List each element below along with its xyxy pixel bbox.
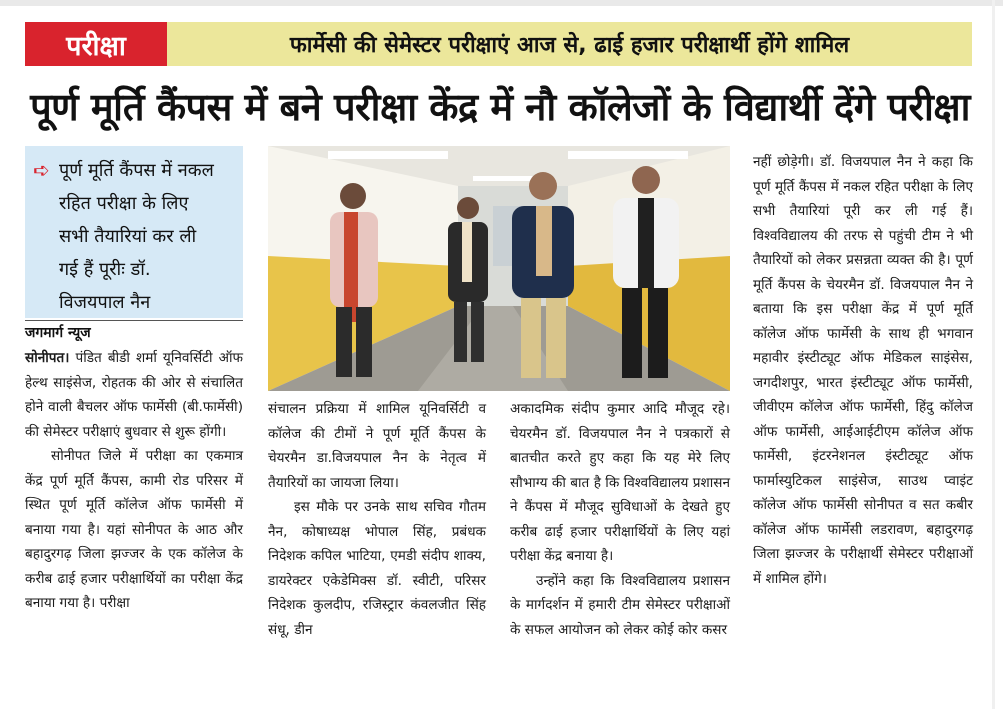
byline: जगमार्ग न्यूज	[25, 320, 243, 342]
pull-quote-line: रहित परीक्षा के लिए	[59, 193, 189, 214]
headline: पूर्ण मूर्ति कैंपस में बने परीक्षा केंद्र में नौ कॉलेजों के विद्यार्थी देंगे परीक्षा	[30, 85, 970, 129]
paragraph: उन्होंने कहा कि विश्वविद्यालय प्रशासन के मार्गदर्शन में हमारी टीम सेमेस्टर परीक्षाओं के सफल आयोजन को लेकर कोई कोर कसर	[510, 572, 730, 638]
news-photo	[268, 146, 730, 391]
kicker-strip: फार्मेसी की सेमेस्टर परीक्षाएं आज से, ढाई हजार परीक्षार्थी होंगे शामिल	[167, 22, 972, 66]
paragraph: अकादमिक संदीप कुमार आदि मौजूद रहे। चेयरमैन डॉ. विजयपाल नैन ने पत्रकारों से बातचीत करते हुए कहा कि यह मेरे लिए सौभाग्य की बात है कि विश्वविद्यालय प्रशासन ने कैंपस में मौजूद सुविधाओं के देखते हुए करीब ढाई हजार परीक्षार्थियों के लिए यहां परीक्षा केंद्र बनाया है।	[510, 401, 730, 564]
article-column-2	[268, 397, 486, 642]
pull-quote-box	[25, 146, 243, 318]
article-column-4	[753, 150, 973, 591]
paragraph: संचालन प्रक्रिया में शामिल यूनिवर्सिटी व कॉलेज की टीमों ने पूर्ण मूर्ति कैंपस के चेयरमैन डा.विजयपाल नैन के नेतृत्व में तैयारियों का जायजा लिया।	[268, 401, 486, 491]
pull-quote-line: सभी तैयारियां कर ली	[59, 226, 197, 247]
pull-quote-line: विजयपाल नैन	[59, 292, 151, 313]
paragraph: सोनीपत जिले में परीक्षा का एकमात्र केंद्र पूर्ण मूर्ति कैंपस, कामी रोड परिसर में स्थित पूर्ण मूर्ति कॉलेज ऑफ फार्मेसी में बनाया गया है। यहां सोनीपत के आठ और बहादुरगढ़ जिला झज्जर के एक कॉलेज के करीब ढाई हजार परीक्षार्थियों का परीक्षा केंद्र बनाया गया है। परीक्षा	[25, 448, 243, 611]
article-column-3	[510, 397, 730, 642]
pull-quote-line: गई हैं पूरीः डॉ.	[59, 259, 151, 280]
page-fold-edge	[992, 0, 995, 709]
article-column-1	[25, 346, 243, 616]
paragraph: नहीं छोड़ेगी। डॉ. विजयपाल नैन ने कहा कि पूर्ण मूर्ति कैंपस में नकल रहित परीक्षा के लिए सभी तैयारियां पूरी कर ली गई हैं। विश्वविद्यालय की तरफ से पहुंची टीम ने भी तैयारियों को लेकर प्रसन्नता व्यक्त की है। पूर्ण मूर्ति कैंपस के चेयरमैन डॉ. विजयपाल नैन ने बताया कि इस परीक्षा केंद्र में पूर्ण मूर्ति कॉलेज ऑफ फार्मेसी के साथ ही भगवान महावीर इंस्टीट्यूट ऑफ मेडिकल साइंसेस, जगदीशपुर, भारत इंस्टीट्यूट ऑफ फार्मेसी, जीवीएम कॉलेज ऑफ फार्मेसी, हिंदु कॉलेज ऑफ फार्मेसी, आईआईटीएम कॉलेज ऑफ फार्मेसी, इंटरनेशनल इंस्टीट्यूट ऑफ फार्मास्युटिकल साइंसेज, साउथ प्वाइंट कॉलेज ऑफ फार्मेसी सोनीपत व सत कबीर कॉलेज ऑफ फार्मेसी लडरावण, बहादुरगढ़ जिला झज्जर के परीक्षार्थी सेमेस्टर परीक्षाओं में शामिल होंगे।	[753, 154, 973, 587]
corridor-photo-illustration	[268, 146, 730, 391]
arrow-icon: ➪	[33, 158, 50, 182]
paragraph: पंडित बीडी शर्मा यूनिवर्सिटी ऑफ हेल्थ साइंसेज, रोहतक की ओर से संचालित होने वाली बैचलर ऑफ फार्मेसी (बी.फार्मेसी) की सेमेस्टर परीक्षाएं बुधवार से शुरू होंगी।	[25, 350, 243, 440]
top-page-edge	[0, 0, 1003, 6]
paragraph: इस मौके पर उनके साथ सचिव गौतम नैन, कोषाध्यक्ष भोपाल सिंह, प्रबंधक निदेशक कपिल भाटिया, एमडी संदीप शाक्य, डायरेक्टर एकेडेमिक्स डॉ. स्वीटी, परिसर निदेशक कुलदीप, रजिस्ट्रार कंवलजीत सिंह संधू, डीन	[268, 499, 486, 638]
pull-quote-line: पूर्ण मूर्ति कैंपस में नकल	[59, 160, 214, 181]
section-tag: परीक्षा	[25, 22, 167, 66]
dateline: सोनीपत।	[25, 350, 70, 366]
